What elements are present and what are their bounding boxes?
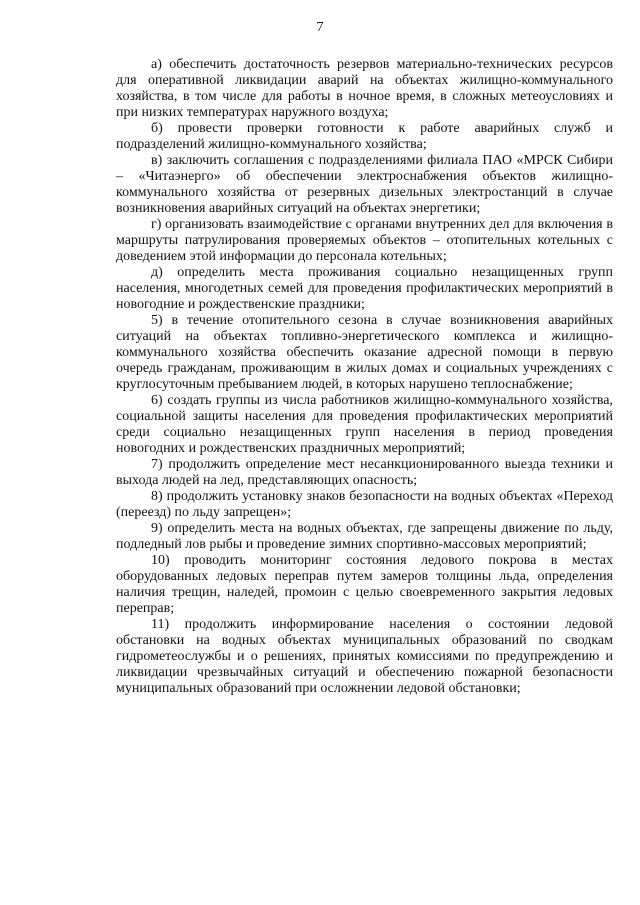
paragraph-6: 6) создать группы из числа работников жилищно-коммунального хозяйства, социальной защиты населения для проведения профилактических мероприятий среди социально незащищенных групп населения в период проведения новогодних и рождественских праздничных мероприятий; — [116, 393, 613, 456]
document-body — [116, 57, 613, 697]
paragraph-9: 9) определить места на водных объектах, где запрещены движение по льду, подледный лов рыбы и проведение зимних спортивно-массовых мероприятий; — [116, 521, 613, 552]
paragraph-a: а) обеспечить достаточность резервов материально-технических ресурсов для оперативной ликвидации аварий на объектах жилищно-коммунального хозяйства, в том числе для работы в ночное время, в сложных метеоусловиях и при низких температурах наружного воздуха; — [116, 57, 613, 120]
paragraph-v: в) заключить соглашения с подразделениями филиала ПАО «МРСК Сибири – «Читаэнерго» об обеспечении электроснабжения объектов жилищно-коммунального хозяйства от резервных дизельных электростанций в случае возникновения аварийных ситуаций на объектах энергетики; — [116, 153, 613, 216]
paragraph-d: д) определить места проживания социально незащищенных групп населения, многодетных семей для проведения профилактических мероприятий в новогодние и рождественские праздники; — [116, 265, 613, 312]
paragraph-g: г) организовать взаимодействие с органами внутренних дел для включения в маршруты патрулирования проверяемых объектов – отопительных котельных с доведением этой информации до персонала котельных; — [116, 217, 613, 264]
page-number: 7 — [316, 20, 324, 35]
paragraph-11: 11) продолжить информирование населения о состоянии ледовой обстановки на водных объектах муниципальных образований по сводкам гидрометеослужбы и о решениях, принятых комиссиями по предупреждению и ликвидации чрезвычайных ситуаций и обеспечению пожарной безопасности муниципальных образований при осложнении ледовой обстановки; — [116, 617, 613, 696]
paragraph-7: 7) продолжить определение мест несанкционированного выезда техники и выхода людей на лед, представляющих опасность; — [116, 457, 613, 488]
paragraph-5: 5) в течение отопительного сезона в случае возникновения аварийных ситуаций на объектах топливно-энергетического комплекса и жилищно-коммунального хозяйства обеспечить оказание адресной помощи в первую очередь гражданам, проживающим в жилых домах и социальных учреждениях с круглосуточным пребыванием людей, в которых нарушено теплоснабжение; — [116, 313, 613, 392]
paragraph-8: 8) продолжить установку знаков безопасности на водных объектах «Переход (переезд) по льду запрещен»; — [116, 489, 613, 520]
paragraph-b: б) провести проверки готовности к работе аварийных служб и подразделений жилищно-коммунального хозяйства; — [116, 121, 613, 152]
paragraph-10: 10) проводить мониторинг состояния ледового покрова в местах оборудованных ледовых переправ путем замеров толщины льда, определения наличия трещин, наледей, промоин с целью своевременного закрытия ледовых переправ; — [116, 553, 613, 616]
